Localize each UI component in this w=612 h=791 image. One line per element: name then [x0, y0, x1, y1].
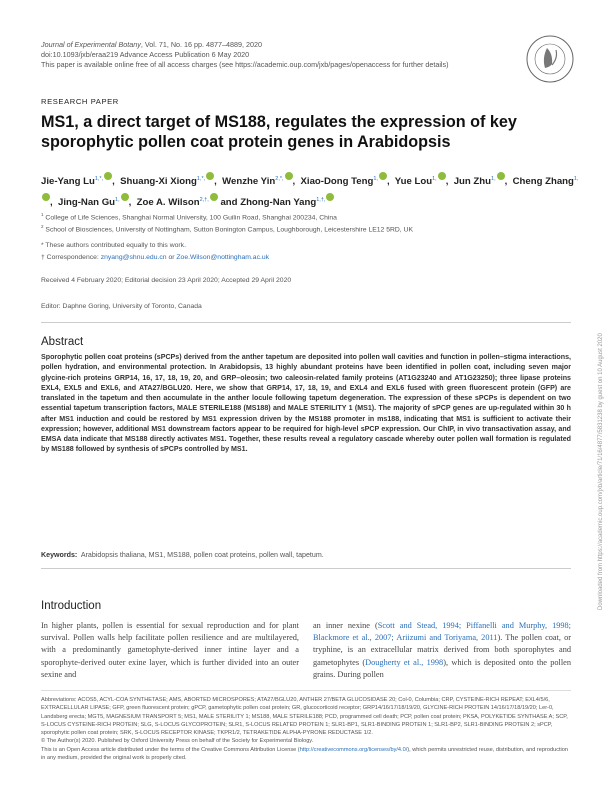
journal-header — [41, 40, 449, 70]
license-footnote: This is an Open Access article distributed under the terms of the Creative Commons Attribution License (http://creativecommons.org/licenses/by/4.0/), which permits unrestricted reuse, distribution, and reproduction in any medium, provided the original work is properly cited. — [41, 746, 569, 762]
download-side-note: Downloaded from https://academic.oup.com/jxb/article/71/16/4877/5831238 by guest on 10 August 2020 — [598, 333, 604, 610]
orcid-icon — [438, 172, 446, 180]
intro-right-column: an inner nexine (Scott and Stead, 1994; Piffanelli and Murphy, 1998; Blackmore et al., 2007; Ariizumi and Toriyama, 2011). The pollen coat, or tryphine, is an extracellular matrix derived from both sporophytes and gametophytes (Dougherty et al., 1998), which is deposited onto the pollen grains. During pollen — [313, 621, 571, 679]
license-link[interactable]: http://creativecommons.org/licenses/by/4.0/ — [299, 746, 408, 753]
dates-line: Received 4 February 2020; Editorial decision 23 April 2020; Accepted 29 April 2020 — [41, 277, 292, 284]
journal-issue: , Vol. 71, No. 16 pp. 4877–4889, 2020 — [140, 40, 262, 49]
orcid-icon — [121, 193, 129, 201]
affiliation: $^2$ School of Biosciences, University of Nottingham, Sutton Bonington Campus, Loughborough, Leicestershire LE12 5RD, UK — [41, 224, 414, 234]
keywords-text: Arabidopsis thaliana, MS1, MS188, pollen coat proteins, pollen wall, tapetum. — [80, 551, 324, 559]
author[interactable]: Xiao-Dong Teng$^{1,}$ — [301, 176, 387, 187]
orcid-icon — [497, 172, 505, 180]
author-and: and — [220, 197, 238, 209]
editor-line: Editor: Daphne Goring, University of Toronto, Canada — [41, 303, 202, 310]
author[interactable]: Jing-Nan $Gu^{1,}$ — [58, 197, 129, 208]
orcid-icon — [285, 172, 293, 180]
email-link[interactable]: znyang@shnu.edu.cn — [100, 254, 167, 261]
email-link[interactable]: Zoe.Wilson@nottingham.ac.uk — [176, 254, 270, 261]
paper-title: MS1, a direct target of MS188, regulates the expression of key sporophytic pollen coat protein genes in Arabidopsis — [41, 113, 517, 151]
doi-line[interactable]: doi:10.1093/jxb/eraa219 Advance Access Publication 6 May 2020 — [41, 50, 250, 59]
orcid-icon — [206, 172, 214, 180]
citation-link[interactable]: Dougherty et al., 1998 — [365, 657, 444, 667]
footnote-divider — [41, 690, 571, 691]
access-line: This paper is available online free of all access charges (see https://academic.oup.com/jxb/pages/openaccess for further details) — [41, 60, 449, 69]
journal-logo — [525, 34, 575, 84]
intro-left-column: In higher plants, pollen is essential for sexual reproduction and for plant survival. Pollen walls help facilitate pollen resilience and are multilayered, with a predominantly gametophyte-derived inner intine layer and a sporophyte-derived outer exine layer, which is further divided into an outer sexine and — [41, 621, 299, 679]
citation-link[interactable]: Scott and Stead, 1994; Piffanelli and Murphy, 1998; Blackmore et al., 2007; Ariizumi and Toriyama, 2011 — [313, 621, 571, 643]
orcid-icon — [104, 172, 112, 180]
orcid-icon — [379, 172, 387, 180]
footnotes — [41, 696, 571, 762]
divider — [41, 322, 571, 323]
journal-name: Journal of Experimental Botany — [41, 40, 141, 49]
section-label: RESEARCH PAPER — [41, 97, 119, 106]
author[interactable]: Zhong-Nan Yang$^{1,\dagger,}$ — [240, 197, 334, 208]
orcid-icon — [326, 193, 334, 201]
orcid-icon — [210, 193, 218, 201]
keywords-line — [41, 551, 324, 559]
abstract-heading: Abstract — [41, 336, 84, 348]
divider — [41, 568, 571, 569]
affiliation: $^1$ College of Life Sciences, Shanghai Normal University, 100 Guilin Road, Shanghai 200234, China — [41, 212, 337, 222]
copyright-footnote: © The Author(s) 2020. Published by Oxford University Press on behalf of the Society for Experimental Biology. — [41, 738, 314, 745]
author[interactable]: Wenzhe Yin$^{2,*,}$ — [222, 176, 292, 187]
author-list: Jie-Yang $Lu^{1,*,}$ , Shuang-Xi Xiong$^{1,*,}$ , Wenzhe Yin$^{2,*,}$ , Xiao-Dong Teng$^{1,}$ , Yue Lou$^{1,}$ , Jun Zhu$^{1,}$ , Cheng Zhang$^{1,}$, Jing-Nan $Gu^{1,}$ , Zoe A. Wilson$^{2,\dagger,}$ and Zhong-Nan Yang$^{1,\dagger,}$ — [41, 170, 581, 212]
author[interactable]: Jie-Yang $Lu^{1,*,}$ — [41, 176, 112, 187]
orcid-icon — [42, 193, 50, 201]
author[interactable]: Zoe A. Wilson$^{2,\dagger,}$ — [137, 197, 218, 208]
author[interactable]: Cheng Zhang$^{1,}$ — [41, 176, 579, 208]
correspondence-note: † Correspondence: znyang@shnu.edu.cn or Zoe.Wilson@nottingham.ac.uk — [41, 254, 270, 261]
abbreviations-footnote: Abbreviations: ACOS5, ACYL-COA SYNTHETASE; AMS, ABORTED MICROSPORES; ATA27/BGLU20, ANTHER 27/BETA GLUCOSIDASE 20; Col-0, Columbia; CRP, CYSTEINE-RICH REPEAT; EXL4/5/6, EXTRACELLULAR LIPASE; GFP, green fluorescent protein; gPCP, gametophytic pollen coat protein; GR, glucocorticoid receptor; GRP14/16/17/18/19/20, GLYCINE-RICH PROTEIN 14/16/17/18/19/20; Ler-0, Landsberg erecta; MGT5, MAGNESIUM TRANSPORT 5; MS1, MALE STERILITY 1; MS188, MALE STERILE188; PCD, programmed cell death; PCP, pollen coat protein; PKSA, POLYKETIDE SYNTHASE A; SCP, S-LOCUS CYSTEINE-RICH PROTEIN; SLG, S-LOCUS GLYCOPROTEIN; SLR1, S-LOCUS RELATED PROTEIN 1; SLR1-BP1, SLR1-BINDING PROTEIN 1; SLR1-BP2, SLR1-BINDING PROTEIN 2; sPCP, sporophytic pollen coat protein; SRK, S-LOCUS RECEPTOR KINASE; TKPR1/2, TETRAKETIDE ALPHA-PYRONE REDUCTASE 1/2. — [41, 697, 568, 737]
abstract-text: Sporophytic pollen coat proteins (sPCPs) derived from the anther tapetum are deposited into pollen wall cavities and function in pollen–stigma interactions, pollen hydration, and environmental protection. In Arabidopsis, 13 highly abundant proteins have been identified in pollen coat, including seven major glycine-rich proteins GRP14, 16, 17, 18, 19, 20, and GRP–oleosin; two caleosin-related family proteins (AT1G23240 and AT1G23250); three lipase proteins EXL4, EXL5 and EXL6, and ATA27/BGLU20. Here, we show that GRP14, 17, 18, 19, and EXL4 and EXL6 fused with green fluorescent protein (GFP) are translated in the tapetum and then accumulate in the anther locule following tapetum degeneration. The expression of these sPCPs is dependent on two essential tapetum transcription factors, MALE STERILE188 (MS188) and MALE STERILITY 1 (MS1). The majority of sPCP genes are up-regulated within 30 h after MS1 induction and could be restored by MS1 expression driven by the MS188 promoter in ms188, indicating that MS1 is sufficient to activate their expression; however, additional MS1 downstream factors appear to be required for high-level sPCP expression. Our ChIP, in vivo transactivation assay, and EMSA data indicate that MS188 directly activates MS1. Together, these results reveal a regulatory cascade whereby outer pollen wall formation is regulated by MS188 followed by synthesis of sPCPs controlled by MS1. — [41, 353, 571, 454]
author[interactable]: Shuang-Xi Xiong$^{1,*,}$ — [120, 176, 214, 187]
keywords-label: Keywords: — [41, 551, 78, 559]
author[interactable]: Jun Zhu$^{1,}$ — [454, 176, 505, 187]
equal-contribution-note: * These authors contributed equally to this work. — [41, 242, 186, 249]
author[interactable]: Yue Lou$^{1,}$ — [395, 176, 446, 187]
intro-heading: Introduction — [41, 600, 102, 612]
